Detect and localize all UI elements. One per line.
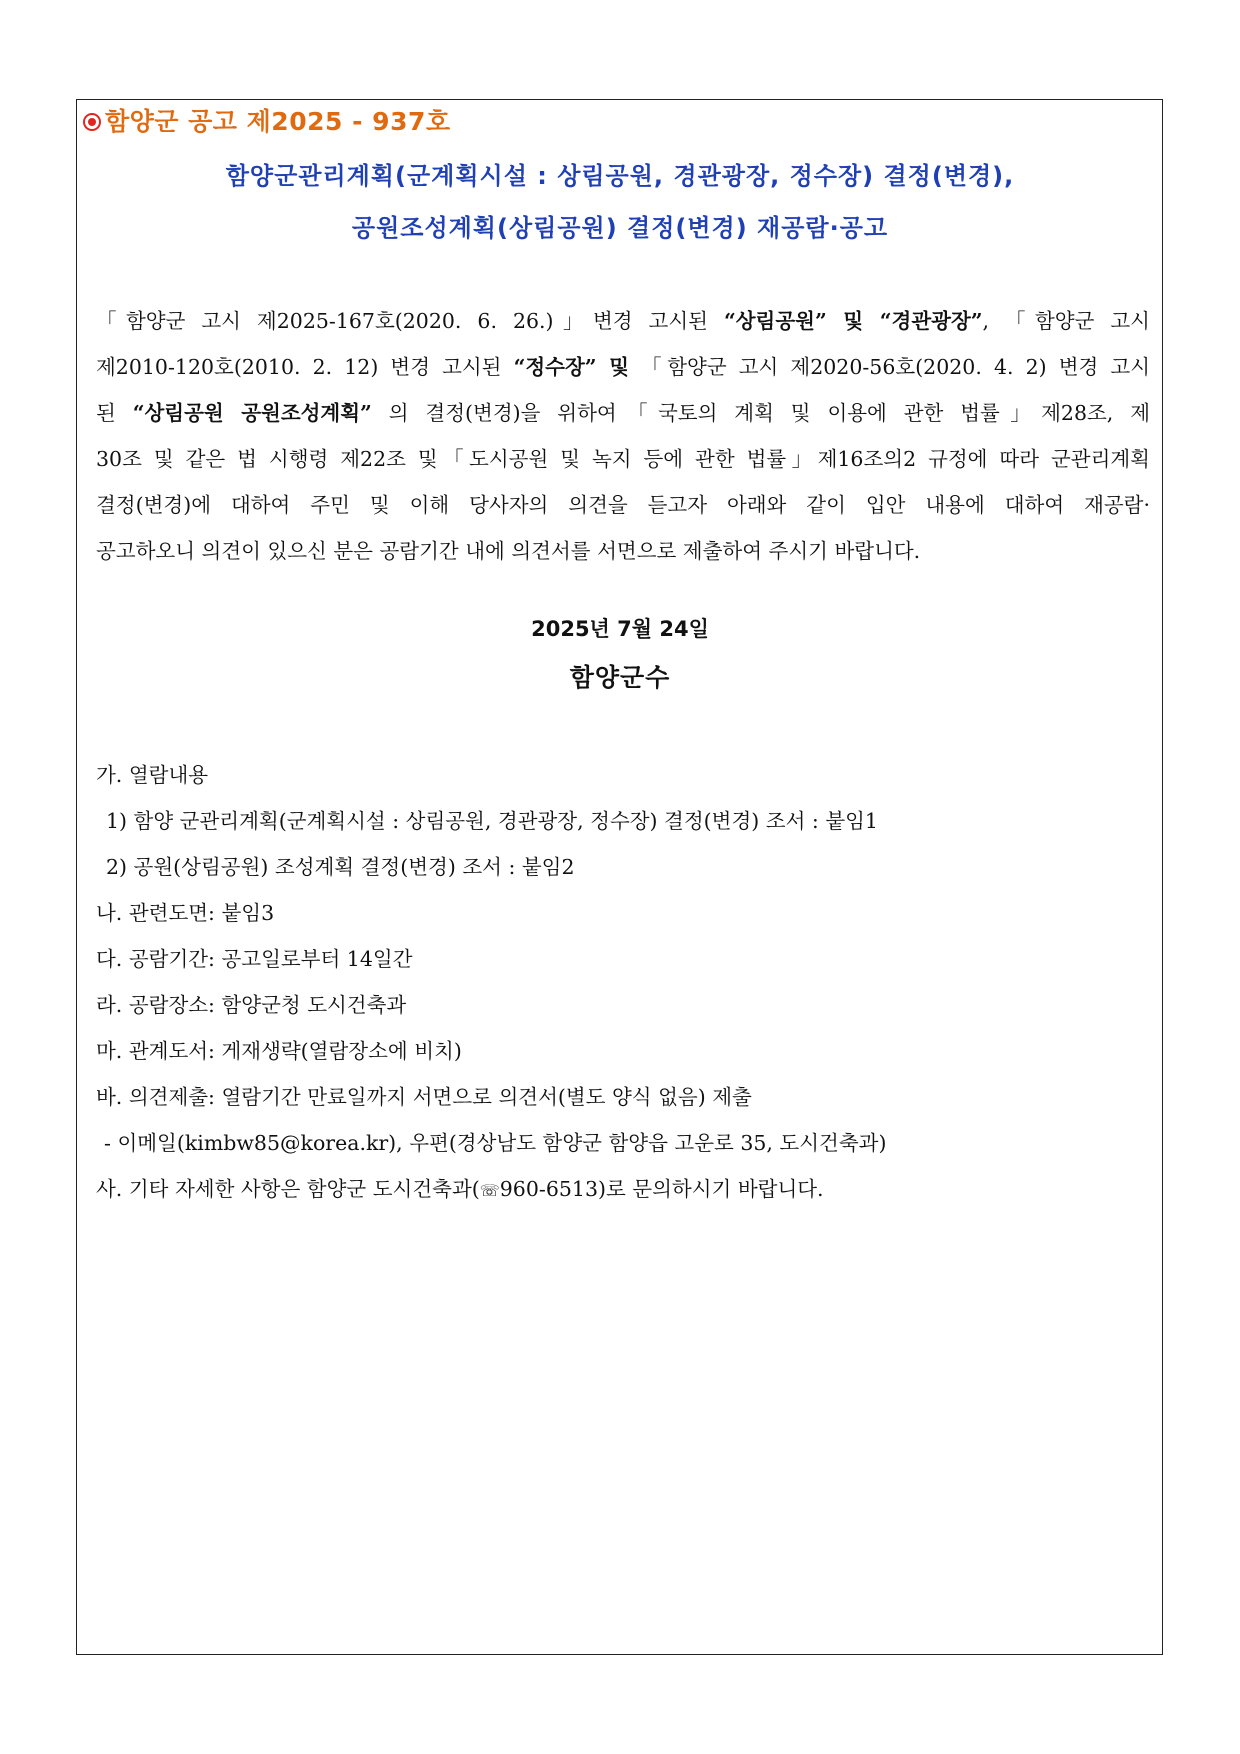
list-item: 바. 의견제출: 열람기간 만료일까지 서면으로 의견서(별도 양식 없음) 제출 [96,1085,752,1109]
list-item: 가. 열람내용 [96,763,209,787]
body-line: 결정(변경)에 대하여 주민 및 이해 당사자의 의견을 듣고자 아래와 같이 입안 내용에 대하여 재공람· [96,493,1150,517]
notice-date: 2025년 7월 24일 [531,617,709,641]
list-item: 사. 기타 자세한 사항은 함양군 도시건축과(☏960-6513)로 문의하시기 바랍니다. [96,1174,824,1204]
title-line-2: 공원조성계획(상림공원) 결정(변경) 재공람·공고 [351,214,889,242]
body-line: 제2010-120호(2010. 2. 12) 변경 고시된 “정수장” 및 「함양군 고시 제2020-56호(2020. 4. 2) 변경 고시 [96,355,1150,379]
bullet-icon [83,113,101,131]
notice-number-text: 함양군 공고 제2025 - 937호 [105,107,451,136]
list-item: 1) 함양 군관리계획(군계획시설 : 상림공원, 경관광장, 정수장) 결정(변경) 조서 : 붙임1 [106,809,878,833]
body-line: 된 “상림공원 공원조성계획” 의 결정(변경)을 위하여「국토의 계획 및 이용에 관한 법률」제28조, 제 [96,401,1150,425]
list-item: 나. 관련도면: 붙임3 [96,901,275,925]
body-line: 30조 및 같은 법 시행령 제22조 및「도시공원 및 녹지 등에 관한 법률」제16조의2 규정에 따라 군관리계획 [96,447,1150,471]
list-item: - 이메일(kimbw85@korea.kr), 우편(경상남도 함양군 함양읍 고운로 35, 도시건축과) [104,1131,887,1155]
notice-number [83,102,451,138]
list-item: 2) 공원(상림공원) 조성계획 결정(변경) 조서 : 붙임2 [106,855,575,879]
body-line: 공고하오니 의견이 있으신 분은 공람기간 내에 의견서를 서면으로 제출하여 주시기 바랍니다. [96,539,921,563]
phone-icon: ☏ [479,1181,500,1200]
title-line-1: 함양군관리계획(군계획시설 : 상림공원, 경관광장, 정수장) 결정(변경), [225,162,1015,190]
list-item: 마. 관계도서: 게재생략(열람장소에 비치) [96,1039,462,1063]
list-item: 다. 공람기간: 공고일로부터 14일간 [96,947,413,971]
signer: 함양군수 [569,663,671,692]
body-line: 「함양군 고시 제2025-167호(2020. 6. 26.)」변경 고시된 “상림공원” 및 “경관광장”, 「함양군 고시 [96,309,1150,333]
list-item: 라. 공람장소: 함양군청 도시건축과 [96,993,407,1017]
